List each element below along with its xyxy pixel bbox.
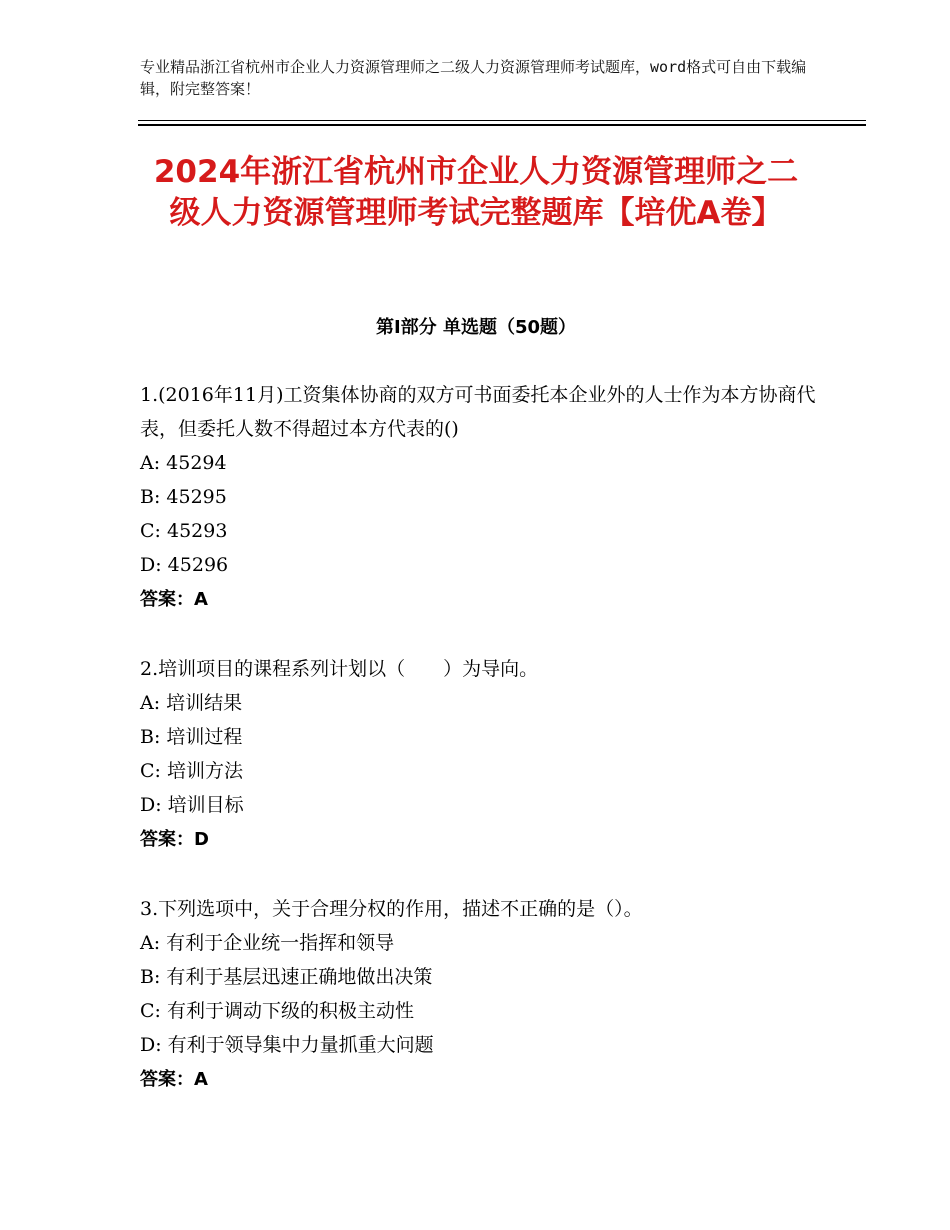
answer: 答案：A [140,1069,208,1090]
option-d: D: 45296 [140,554,229,576]
question-2 [140,652,820,858]
option-b: B: 45295 [140,486,227,508]
option-a: A: 45294 [140,452,227,474]
question-stem: 3.下列选项中，关于合理分权的作用，描述不正确的是（）。 [140,898,643,920]
header-rule-thin [138,120,866,121]
option-c: C: 有利于调动下级的积极主动性 [140,1000,414,1022]
header-rule-thick [138,124,866,126]
option-c: C: 45293 [140,520,228,542]
option-a: A: 有利于企业统一指挥和领导 [140,932,395,954]
option-b: B: 培训过程 [140,726,243,748]
answer: 答案：D [140,829,209,850]
option-a: A: 培训结果 [140,692,243,714]
option-c: C: 培训方法 [140,760,243,782]
question-1 [140,378,820,618]
question-stem: 2.培训项目的课程系列计划以（ ）为导向。 [140,658,539,680]
question-stem: 1.(2016年11月)工资集体协商的双方可书面委托本企业外的人士作为本方协商代表，但委托人数不得超过本方代表的() [140,384,816,440]
question-3 [140,892,820,1098]
option-d: D: 有利于领导集中力量抓重大问题 [140,1034,434,1056]
header-note: 专业精品浙江省杭州市企业人力资源管理师之二级人力资源管理师考试题库，word格式可自由下载编辑，附完整答案！ [140,58,807,98]
document-title: 2024年浙江省杭州市企业人力资源管理师之二级人力资源管理师考试完整题库【培优A卷】 [153,154,799,231]
answer: 答案：A [140,589,208,610]
option-d: D: 培训目标 [140,794,244,816]
section-heading: 第Ⅰ部分 单选题（50题） [375,317,576,338]
option-b: B: 有利于基层迅速正确地做出决策 [140,966,433,988]
